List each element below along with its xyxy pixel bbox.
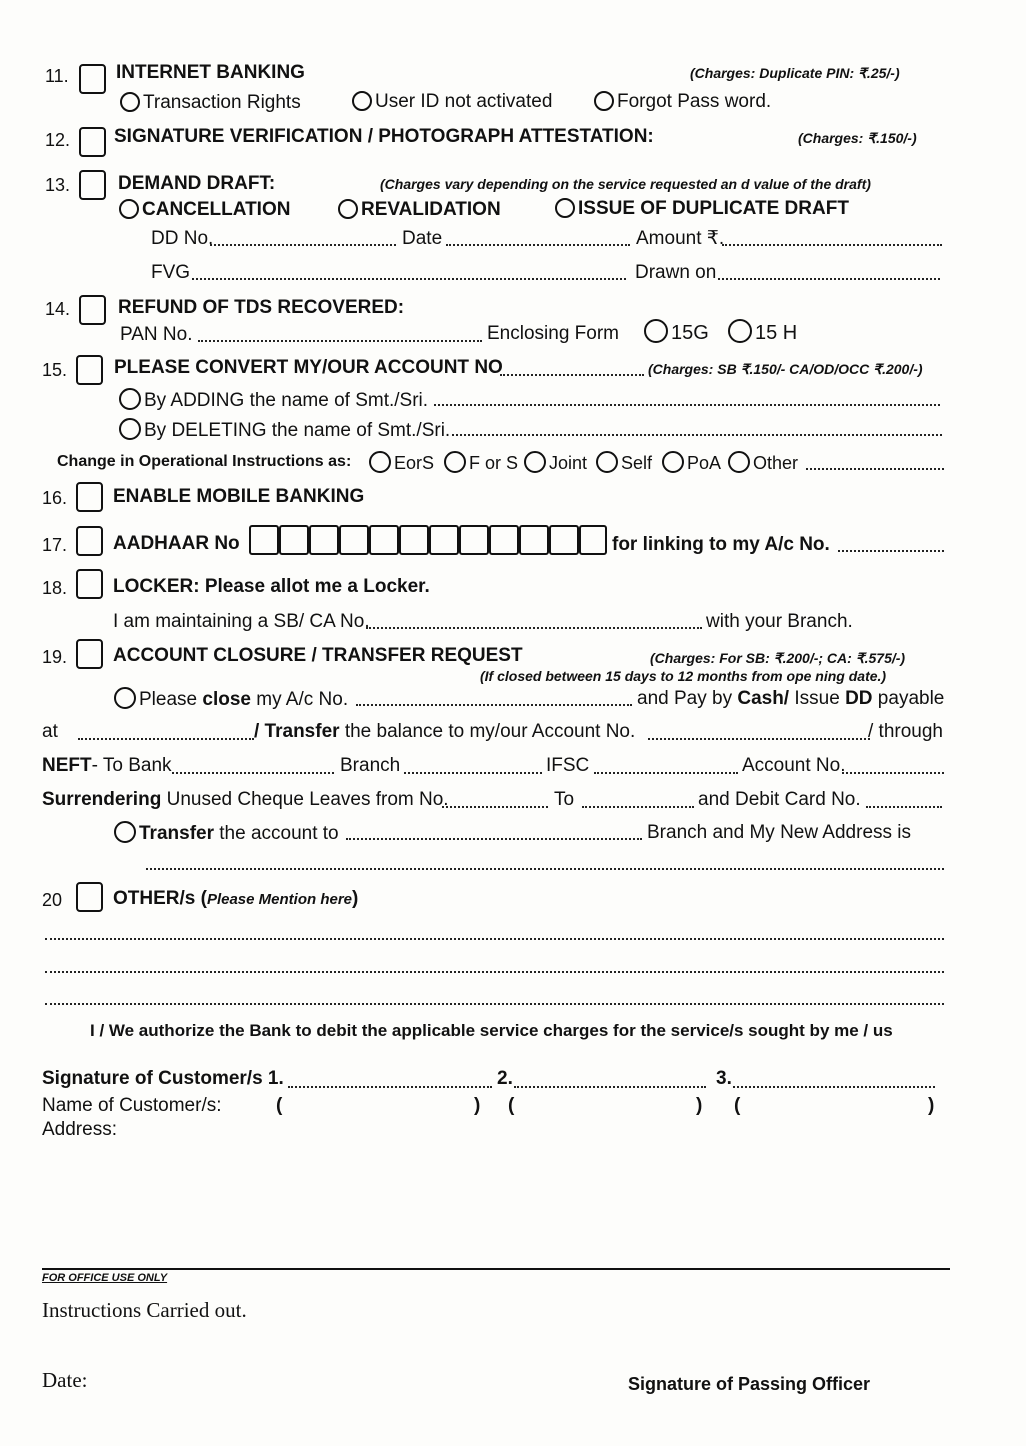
office-date-label: Date: bbox=[42, 1368, 88, 1392]
neft-branch-label: Branch bbox=[340, 755, 401, 776]
neft-label: NEFT- To Bank bbox=[42, 755, 172, 776]
radio-icon bbox=[728, 451, 750, 473]
drawn-on-field[interactable] bbox=[718, 278, 940, 280]
transfer-account-field[interactable] bbox=[648, 738, 870, 740]
fvg-label: FVG bbox=[151, 262, 191, 283]
aadhaar-digit-box[interactable] bbox=[339, 525, 369, 555]
dd-date-field[interactable] bbox=[446, 244, 630, 246]
demand-draft-charges: (Charges vary depending on the service requested an d value of the draft) bbox=[380, 176, 871, 192]
transfer-account-option[interactable]: Transfer the account to bbox=[114, 821, 339, 845]
op-joint-option[interactable]: Joint bbox=[524, 451, 587, 474]
dd-date-label: Date bbox=[402, 228, 443, 249]
transaction-rights-option[interactable]: Transaction Rights bbox=[120, 92, 301, 114]
aadhaar-digit-box[interactable] bbox=[249, 525, 279, 555]
dd-amount-label: Amount ₹. bbox=[636, 228, 725, 249]
aadhaar-digit-box[interactable] bbox=[309, 525, 339, 555]
transfer-branch-field[interactable] bbox=[346, 838, 642, 840]
signature-verification-checkbox[interactable] bbox=[79, 127, 106, 157]
signature-1-field[interactable] bbox=[288, 1086, 492, 1088]
op-eors-option[interactable]: EorS bbox=[369, 451, 434, 474]
operational-instructions-label: Change in Operational Instructions as: bbox=[57, 453, 352, 470]
internet-banking-checkbox[interactable] bbox=[79, 64, 106, 94]
office-use-divider bbox=[42, 1268, 950, 1270]
radio-icon bbox=[662, 451, 684, 473]
op-f-or-s-option[interactable]: F or S bbox=[444, 451, 518, 474]
others-line-1[interactable] bbox=[45, 938, 944, 940]
neft-bank-field[interactable] bbox=[172, 772, 334, 774]
aadhaar-digit-box[interactable] bbox=[519, 525, 549, 555]
item-18-number: 18. bbox=[42, 578, 68, 598]
name-3-close-paren: ) bbox=[928, 1095, 935, 1116]
aadhaar-account-field[interactable] bbox=[838, 550, 944, 552]
surrender-label: Surrendering Unused Cheque Leaves from No. bbox=[42, 789, 449, 810]
locker-account-label: I am maintaining a SB/ CA No. bbox=[113, 611, 370, 632]
item-20-number: 20 bbox=[42, 890, 63, 910]
item-15-number: 15. bbox=[42, 360, 68, 380]
convert-account-number-field[interactable] bbox=[500, 374, 644, 376]
radio-icon bbox=[119, 199, 139, 219]
refund-tds-title: REFUND OF TDS RECOVERED: bbox=[118, 297, 405, 318]
aadhaar-digit-box[interactable] bbox=[579, 525, 607, 555]
radio-icon bbox=[369, 451, 391, 473]
signature-2-field[interactable] bbox=[514, 1086, 706, 1088]
deleting-name-option[interactable]: By DELETING the name of Smt./Sri. bbox=[119, 418, 450, 442]
mobile-banking-checkbox[interactable] bbox=[76, 482, 103, 512]
transfer-balance-label: / Transfer the balance to my/our Account No. bbox=[254, 721, 636, 742]
name-1-close-paren: ) bbox=[474, 1095, 481, 1116]
radio-icon bbox=[352, 91, 372, 111]
radio-icon bbox=[596, 451, 618, 473]
office-use-label: FOR OFFICE USE ONLY bbox=[42, 1272, 168, 1284]
radio-icon bbox=[119, 418, 141, 440]
others-checkbox[interactable] bbox=[76, 882, 103, 912]
radio-icon bbox=[444, 451, 466, 473]
locker-title: LOCKER: Please allot me a Locker. bbox=[113, 576, 430, 597]
aadhaar-digit-box[interactable] bbox=[459, 525, 489, 555]
adding-name-option[interactable]: By ADDING the name of Smt./Sri. bbox=[119, 388, 428, 412]
payable-at-field[interactable] bbox=[78, 738, 254, 740]
item-14-number: 14. bbox=[45, 299, 71, 319]
others-title: OTHER/s (Please Mention here) bbox=[113, 888, 359, 909]
account-closure-charges-note: (If closed between 15 days to 12 months from ope ning date.) bbox=[480, 668, 887, 684]
signature-2-label: 2. bbox=[497, 1068, 513, 1089]
others-line-3[interactable] bbox=[45, 1003, 944, 1005]
aadhaar-title: AADHAAR No bbox=[113, 533, 240, 554]
instructions-carried-out-label: Instructions Carried out. bbox=[42, 1298, 247, 1322]
drawn-on-label: Drawn on bbox=[635, 262, 717, 283]
new-address-label: Branch and My New Address is bbox=[647, 822, 912, 843]
with-your-branch-label: with your Branch. bbox=[706, 611, 853, 632]
item-17-number: 17. bbox=[42, 535, 68, 555]
neft-account-label: Account No. bbox=[742, 755, 846, 776]
radio-icon bbox=[338, 199, 358, 219]
cheque-to-label: To bbox=[554, 789, 575, 810]
address-label: Address: bbox=[42, 1119, 117, 1140]
at-label: at bbox=[42, 721, 58, 742]
ifsc-field[interactable] bbox=[594, 772, 738, 774]
convert-account-charges: (Charges: SB ₹.150/- CA/OD/OCC ₹.200/-) bbox=[648, 361, 923, 377]
item-13-number: 13. bbox=[45, 175, 71, 195]
name-1-open-paren: ( bbox=[276, 1095, 283, 1116]
aadhaar-digit-box[interactable] bbox=[399, 525, 429, 555]
others-line-2[interactable] bbox=[45, 971, 944, 973]
dd-number-field[interactable] bbox=[210, 244, 396, 246]
radio-icon bbox=[644, 319, 668, 343]
op-other-field[interactable] bbox=[806, 468, 944, 470]
account-closure-charges: (Charges: For SB: ₹.200/-; CA: ₹.575/-) bbox=[650, 650, 906, 666]
mobile-banking-title: ENABLE MOBILE BANKING bbox=[113, 486, 365, 507]
close-account-number-field[interactable] bbox=[356, 704, 632, 706]
new-address-field[interactable] bbox=[146, 868, 944, 870]
radio-icon bbox=[119, 388, 141, 410]
radio-icon bbox=[728, 319, 752, 343]
pay-by-label: and Pay by Cash/ Issue DD payable bbox=[637, 688, 945, 709]
aadhaar-digit-box[interactable] bbox=[429, 525, 459, 555]
radio-icon bbox=[120, 92, 140, 112]
name-2-open-paren: ( bbox=[508, 1095, 515, 1116]
radio-icon bbox=[524, 451, 546, 473]
issue-duplicate-draft-option[interactable]: ISSUE OF DUPLICATE DRAFT bbox=[555, 198, 849, 220]
pan-field[interactable] bbox=[198, 340, 482, 342]
ifsc-label: IFSC bbox=[546, 755, 590, 776]
signature-3-label: 3. bbox=[716, 1068, 732, 1089]
demand-draft-title: DEMAND DRAFT: bbox=[118, 173, 276, 194]
op-other-option[interactable]: Other bbox=[728, 451, 798, 474]
signature-verification-title: SIGNATURE VERIFICATION / PHOTOGRAPH ATTESTATION: bbox=[114, 126, 654, 147]
cheque-from-field[interactable] bbox=[442, 806, 548, 808]
dd-number-label: DD No. bbox=[151, 228, 214, 249]
customer-name-label: Name of Customer/s: bbox=[42, 1095, 222, 1116]
signature-verification-charges: (Charges: ₹.150/-) bbox=[798, 130, 917, 146]
name-3-open-paren: ( bbox=[734, 1095, 741, 1116]
passing-officer-signature-label: Signature of Passing Officer bbox=[628, 1374, 871, 1394]
item-16-number: 16. bbox=[42, 488, 68, 508]
item-12-number: 12. bbox=[45, 130, 71, 150]
aadhaar-digit-box[interactable] bbox=[369, 525, 399, 555]
radio-icon bbox=[114, 821, 136, 843]
aadhaar-digit-box[interactable] bbox=[489, 525, 519, 555]
refund-tds-checkbox[interactable] bbox=[79, 295, 106, 325]
demand-draft-checkbox[interactable] bbox=[79, 170, 106, 200]
internet-banking-charges: (Charges: Duplicate PIN: ₹.25/-) bbox=[690, 65, 900, 81]
op-self-option[interactable]: Self bbox=[596, 451, 652, 474]
signature-3-field[interactable] bbox=[733, 1086, 935, 1088]
close-account-option[interactable]: Please close my A/c No. bbox=[114, 687, 348, 711]
pan-label: PAN No. bbox=[120, 324, 193, 345]
name-2-close-paren: ) bbox=[696, 1095, 703, 1116]
aadhaar-link-label: for linking to my A/c No. bbox=[612, 534, 830, 555]
item-19-number: 19. bbox=[42, 647, 68, 667]
aadhaar-digit-box[interactable] bbox=[549, 525, 579, 555]
neft-branch-field[interactable] bbox=[404, 772, 542, 774]
radio-icon bbox=[594, 91, 614, 111]
through-label: / through bbox=[868, 721, 943, 742]
item-11-number: 11. bbox=[45, 66, 69, 86]
deleting-name-field[interactable] bbox=[452, 434, 942, 436]
authorization-statement: I / We authorize the Bank to debit the applicable service charges for the service/s sought by me / us bbox=[90, 1021, 893, 1040]
internet-banking-title: INTERNET BANKING bbox=[116, 62, 305, 83]
debit-card-label: and Debit Card No. bbox=[698, 789, 861, 810]
cancellation-option[interactable]: CANCELLATION bbox=[119, 199, 290, 221]
user-id-not-activated-option[interactable]: User ID not activated bbox=[352, 91, 552, 113]
form-15h-option[interactable]: 15 H bbox=[728, 319, 797, 345]
cheque-to-field[interactable] bbox=[582, 806, 694, 808]
forgot-password-option[interactable]: Forgot Pass word. bbox=[594, 91, 771, 113]
revalidation-option[interactable]: REVALIDATION bbox=[338, 199, 501, 221]
account-closure-checkbox[interactable] bbox=[76, 639, 103, 669]
aadhaar-checkbox[interactable] bbox=[76, 526, 103, 556]
dd-amount-field[interactable] bbox=[722, 244, 942, 246]
account-closure-title: ACCOUNT CLOSURE / TRANSFER REQUEST bbox=[113, 645, 523, 666]
adding-name-field[interactable] bbox=[434, 404, 940, 406]
radio-icon bbox=[114, 687, 136, 709]
locker-account-field[interactable] bbox=[366, 627, 702, 629]
aadhaar-digit-box[interactable] bbox=[279, 525, 309, 555]
neft-account-field[interactable] bbox=[842, 772, 944, 774]
convert-account-checkbox[interactable] bbox=[76, 355, 103, 385]
enclosing-form-label: Enclosing Form bbox=[487, 323, 619, 344]
signature-label: Signature of Customer/s 1. bbox=[42, 1068, 284, 1089]
locker-checkbox[interactable] bbox=[76, 569, 103, 599]
radio-icon bbox=[555, 198, 575, 218]
convert-account-title: PLEASE CONVERT MY/OUR ACCOUNT NO bbox=[114, 357, 503, 378]
op-poa-option[interactable]: PoA bbox=[662, 451, 721, 474]
form-15g-option[interactable]: 15G bbox=[644, 319, 709, 345]
debit-card-field[interactable] bbox=[866, 806, 942, 808]
fvg-field[interactable] bbox=[192, 278, 626, 280]
